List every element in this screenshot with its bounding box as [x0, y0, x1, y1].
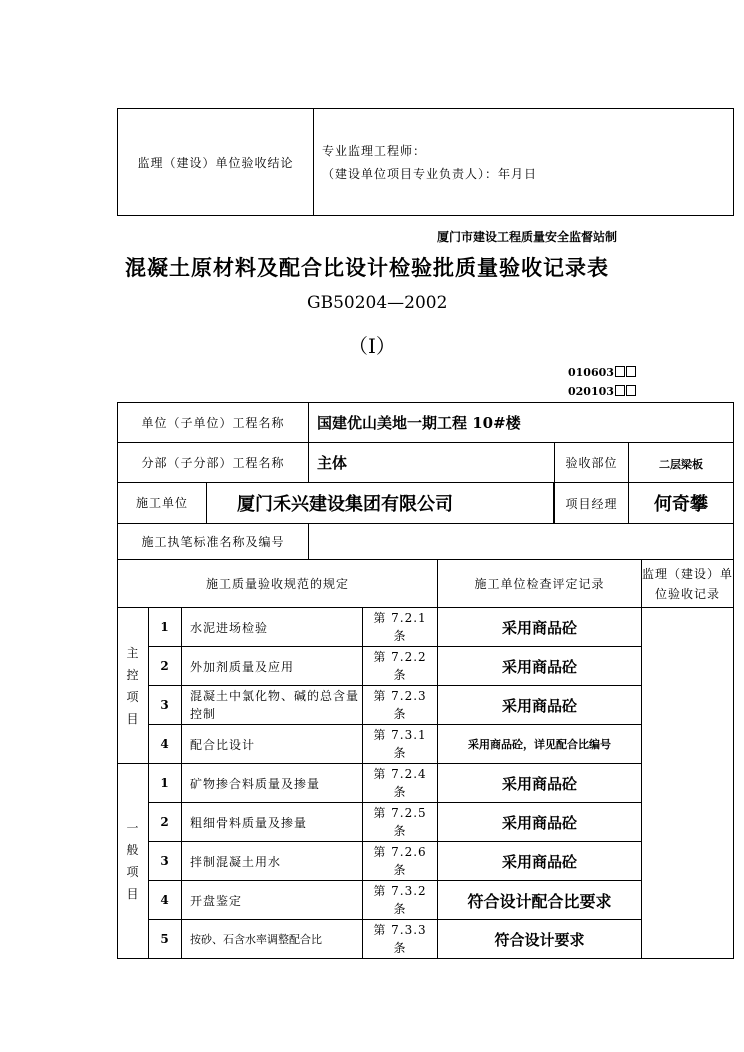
item-record: 符合设计要求 [438, 920, 642, 959]
item-no: 1 [149, 764, 182, 803]
top-conclusion-table [117, 108, 734, 216]
accept-part-value: 二层梁板 [629, 443, 734, 483]
item-clause: 第 7.3.3 条 [363, 920, 438, 959]
main-group-label: 主 控 项 目 [118, 608, 149, 764]
item-clause: 第 7.2.5 条 [363, 803, 438, 842]
item-name: 粗细骨料质量及掺量 [182, 803, 363, 842]
item-record: 符合设计配合比要求 [438, 881, 642, 920]
item-record: 采用商品砼 [438, 842, 642, 881]
supervise-conclusion-signature [314, 109, 734, 216]
code-2: 020103 [568, 385, 636, 398]
item-no: 5 [149, 920, 182, 959]
item-clause: 第 7.2.3 条 [363, 686, 438, 725]
accept-part-label: 验收部位 [555, 443, 629, 483]
sub-value: 主体 [309, 443, 555, 483]
supervise-record [642, 608, 734, 959]
item-record: 采用商品砼 [438, 647, 642, 686]
item-name: 矿物掺合料质量及掺量 [182, 764, 363, 803]
item-clause: 第 7.2.6 条 [363, 842, 438, 881]
item-clause: 第 7.2.4 条 [363, 764, 438, 803]
station-label: 厦门市建设工程质量安全监督站制 [437, 230, 618, 244]
pm-value: 何奇攀 [629, 483, 734, 524]
unit-label: 单位（子单位）工程名称 [118, 403, 309, 443]
unit-value: 国建优山美地一期工程 10#楼 [309, 403, 734, 443]
item-no: 2 [149, 803, 182, 842]
item-no: 4 [149, 881, 182, 920]
item-name: 按砂、石含水率调整配合比 [182, 920, 363, 959]
item-name: 拌制混凝土用水 [182, 842, 363, 881]
standard-code: GB50204—2002 [307, 293, 448, 313]
item-name: 水泥进场检验 [182, 608, 363, 647]
checklist-table [117, 559, 734, 959]
item-no: 4 [149, 725, 182, 764]
general-group-label: 一 般 项 目 [118, 764, 149, 959]
item-clause: 第 7.3.1 条 [363, 725, 438, 764]
item-name: 外加剂质量及应用 [182, 647, 363, 686]
pm-label: 项目经理 [555, 483, 629, 524]
item-name: 配合比设计 [182, 725, 363, 764]
code-1: 010603 [568, 366, 636, 379]
std-label: 施工执笔标准名称及编号 [118, 524, 309, 560]
item-name: 混凝土中氯化物、碱的总含量控制 [182, 686, 363, 725]
item-name: 开盘鉴定 [182, 881, 363, 920]
info-table [117, 402, 734, 560]
item-record: 采用商品砼 [438, 803, 642, 842]
item-clause: 第 7.2.2 条 [363, 647, 438, 686]
item-no: 3 [149, 686, 182, 725]
item-clause: 第 7.2.1 条 [363, 608, 438, 647]
item-no: 1 [149, 608, 182, 647]
contractor-cell [118, 483, 554, 524]
contractor-value: 厦门禾兴建设集团有限公司 [237, 494, 453, 515]
item-record: 采用商品砼 [438, 764, 642, 803]
supervise-header: 监理（建设）单位验收记录 [642, 560, 734, 608]
sub-label: 分部（子分部）工程名称 [118, 443, 309, 483]
std-value [309, 524, 734, 560]
item-record: 采用商品砼 [438, 686, 642, 725]
contractor-label: 施工单位 [118, 483, 207, 523]
check-header: 施工单位检查评定记录 [438, 560, 642, 608]
owner-line: （建设单位项目专业负责人）：年月日 [322, 167, 538, 181]
supervise-conclusion-label: 监理（建设）单位验收结论 [118, 109, 314, 216]
engineer-line: 专业监理工程师： [322, 144, 427, 158]
roman-number: （I） [348, 334, 396, 358]
spec-header: 施工质量验收规范的规定 [118, 560, 438, 608]
page-title: 混凝土原材料及配合比设计检验批质量验收记录表 [125, 255, 609, 280]
item-record: 采用商品砼，详见配合比编号 [438, 725, 642, 764]
item-no: 3 [149, 842, 182, 881]
item-record: 采用商品砼 [438, 608, 642, 647]
item-clause: 第 7.3.2 条 [363, 881, 438, 920]
item-no: 2 [149, 647, 182, 686]
